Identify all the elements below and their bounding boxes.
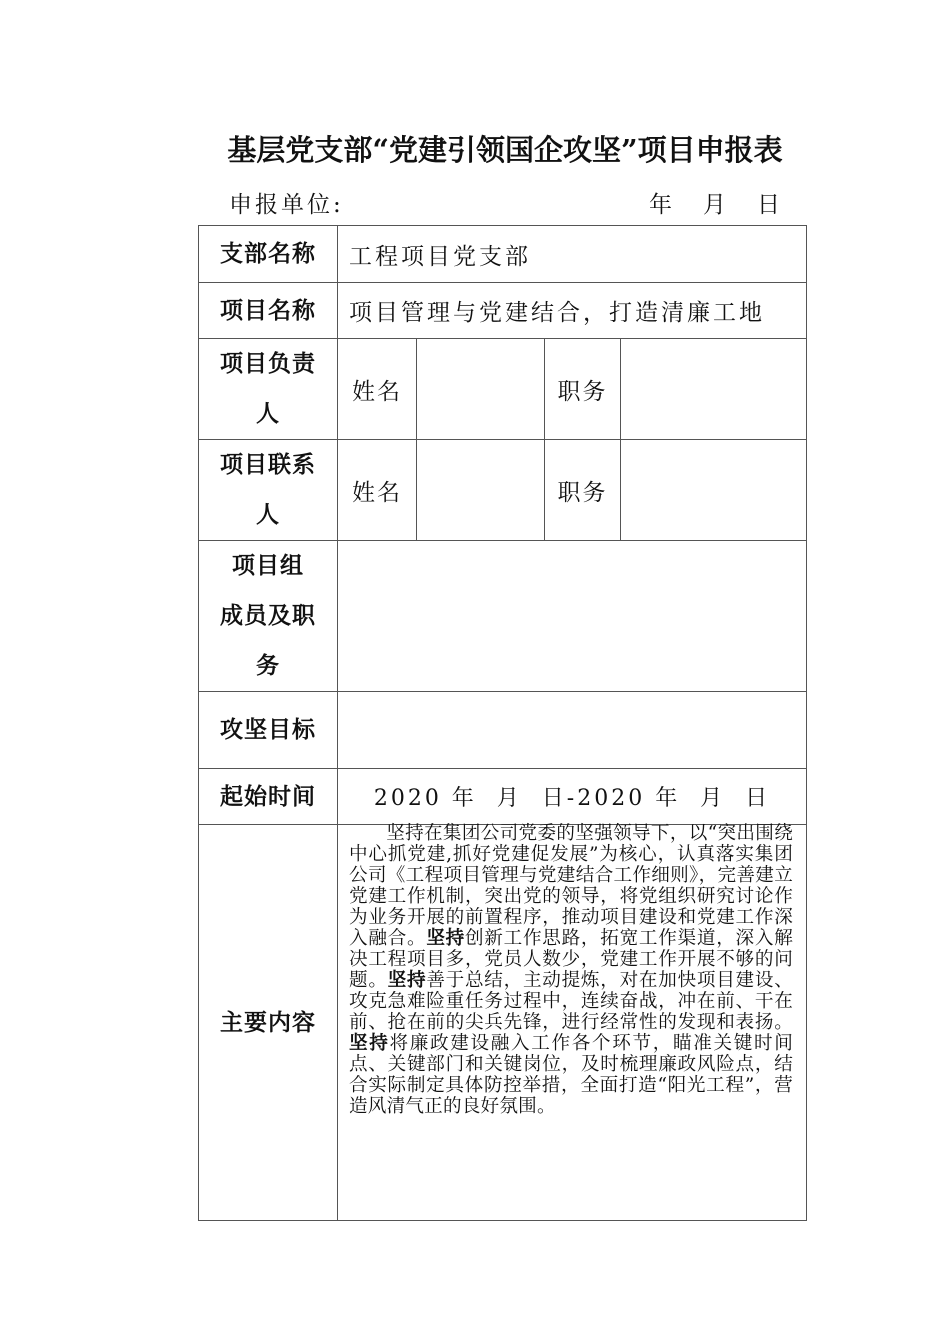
team-members-label-line2: 成员及职 xyxy=(220,603,316,629)
main-content-text xyxy=(349,823,793,1117)
team-members-label-line1: 项目组 xyxy=(232,553,304,579)
team-members-label xyxy=(199,541,338,692)
content-emphasis-3: 坚持 xyxy=(349,1033,390,1054)
project-leader-label xyxy=(199,339,338,440)
year-label: 年 xyxy=(649,192,672,218)
day-label: 日 xyxy=(757,192,780,218)
content-segment-4: 将廉政建设融入工作各个环节，瞄准关键时间点、关键部门和关键岗位，及时梳理廉政风险点，结合实际制定具体防控举措，全面打造“阳光工程”，营造风清气正的良好氛围。 xyxy=(349,1033,793,1117)
leader-name-label: 姓名 xyxy=(338,339,417,440)
row-period xyxy=(199,769,807,825)
row-project-contact xyxy=(199,440,807,541)
project-leader-label-line2: 人 xyxy=(256,401,280,427)
row-team-members xyxy=(199,541,807,692)
project-contact-label xyxy=(199,440,338,541)
goal-value xyxy=(338,692,807,769)
branch-name-value: 工程项目党支部 xyxy=(338,226,807,283)
main-content-label: 主要内容 xyxy=(199,825,338,1221)
month-label: 月 xyxy=(703,192,726,218)
content-segment-3: 善于总结，主动提炼，对在加快项目建设、攻克急难险重任务过程中，连续奋战，冲在前、干在前、抢在前的尖兵先锋，进行经常性的发现和表扬。 xyxy=(349,970,793,1033)
content-emphasis-1: 坚持 xyxy=(426,928,465,949)
project-name-label: 项目名称 xyxy=(199,283,338,339)
contact-name-value xyxy=(417,440,545,541)
content-segment-2: 创新工作思路，拓宽工作渠道，深入解决工程项目多，党员人数少，党建工作开展不够的问题。 xyxy=(349,928,793,991)
row-project-name xyxy=(199,283,807,339)
leader-name-value xyxy=(417,339,545,440)
branch-name-label: 支部名称 xyxy=(199,226,338,283)
row-main-content xyxy=(199,825,807,1221)
row-goal xyxy=(199,692,807,769)
project-leader-label-line1: 项目负责 xyxy=(220,351,316,377)
leader-position-value xyxy=(621,339,807,440)
period-label: 起始时间 xyxy=(199,769,338,825)
page-title: 基层党支部“党建引领国企攻坚”项目申报表 xyxy=(227,133,783,167)
project-contact-label-line1: 项目联系 xyxy=(220,452,316,478)
contact-position-label: 职务 xyxy=(545,440,621,541)
content-segment-1: 坚持在集团公司党委的坚强领导下，以“突出围绕中心抓党建,抓好党建促发展”为核心，认真落实集团公司《工程项目管理与党建结合工作细则》，完善建立党建工作机制，突出党的领导，将党组织研究讨论作为业务开展的前置程序，推动项目建设和党建工作深入融合。 xyxy=(349,823,793,949)
report-date xyxy=(649,186,780,219)
row-branch-name xyxy=(199,226,807,283)
contact-position-value xyxy=(621,440,807,541)
main-content-cell xyxy=(338,825,807,1221)
project-contact-label-line2: 人 xyxy=(256,502,280,528)
contact-name-label: 姓名 xyxy=(338,440,417,541)
content-emphasis-2: 坚持 xyxy=(387,970,427,991)
reporting-unit-label: 申报单位: xyxy=(229,192,344,218)
application-form-table xyxy=(198,225,807,1221)
goal-label: 攻坚目标 xyxy=(199,692,338,769)
team-members-value xyxy=(338,541,807,692)
row-project-leader xyxy=(199,339,807,440)
period-value: 2020 年 月 日-2020 年 月 日 xyxy=(338,769,807,825)
project-name-value: 项目管理与党建结合，打造清廉工地 xyxy=(338,283,807,339)
leader-position-label: 职务 xyxy=(545,339,621,440)
team-members-label-line3: 务 xyxy=(256,653,280,679)
